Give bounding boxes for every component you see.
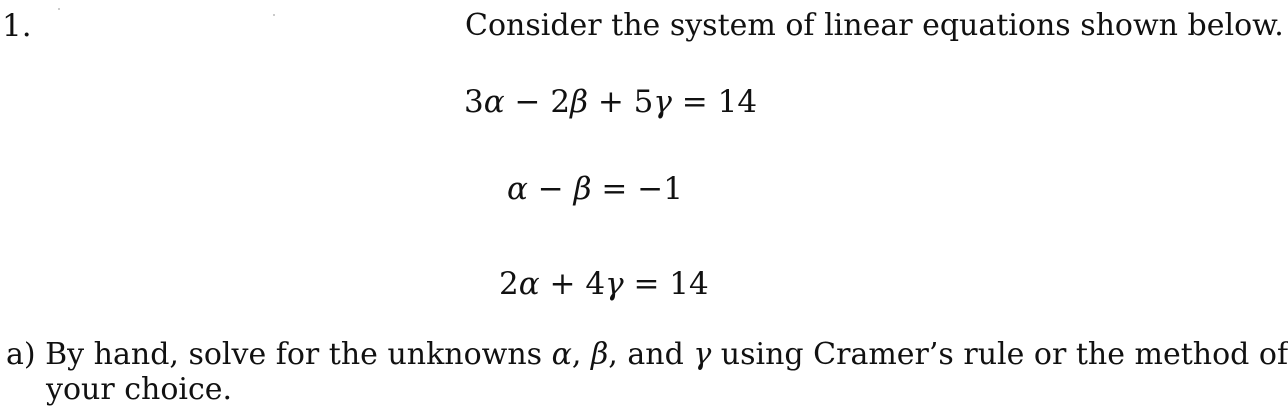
question-number: 1.: [2, 8, 32, 44]
equation-term: 2: [499, 266, 519, 302]
equation-rhs: = 14: [671, 84, 758, 120]
equation-1: [464, 84, 757, 120]
part-a-text: ,: [571, 337, 591, 372]
part-a-line-1: [6, 336, 1288, 374]
equation-2: [507, 171, 683, 207]
variable-alpha: α: [483, 84, 505, 120]
part-a-text: By hand, solve for the unknowns: [35, 337, 552, 372]
scan-speck: [273, 14, 275, 16]
scan-speck: [58, 8, 60, 10]
variable-alpha: α: [551, 337, 572, 372]
variable-gamma: γ: [605, 266, 624, 302]
equation-term: −: [527, 171, 574, 207]
variable-beta: β: [570, 84, 588, 120]
equation-term: 3: [464, 84, 484, 120]
part-a-text: , and: [608, 337, 694, 372]
equation-term: + 4: [539, 266, 606, 302]
part-a-line-2: your choice.: [46, 372, 233, 407]
variable-alpha: α: [507, 171, 528, 207]
part-a-label: a): [6, 337, 36, 372]
variable-gamma: γ: [653, 84, 672, 120]
equation-term: − 2: [504, 84, 571, 120]
equation-3: [499, 266, 709, 302]
question-intro: Consider the system of linear equations shown below.: [465, 8, 1284, 43]
equation-term: + 5: [588, 84, 654, 120]
variable-beta: β: [590, 337, 609, 372]
variable-beta: β: [573, 171, 592, 207]
variable-alpha: α: [518, 266, 540, 302]
equation-rhs: = 14: [623, 266, 709, 302]
equation-rhs: = −1: [591, 171, 683, 207]
variable-gamma: γ: [693, 337, 712, 372]
part-a-text: using Cramer’s rule or the method of: [711, 337, 1288, 372]
